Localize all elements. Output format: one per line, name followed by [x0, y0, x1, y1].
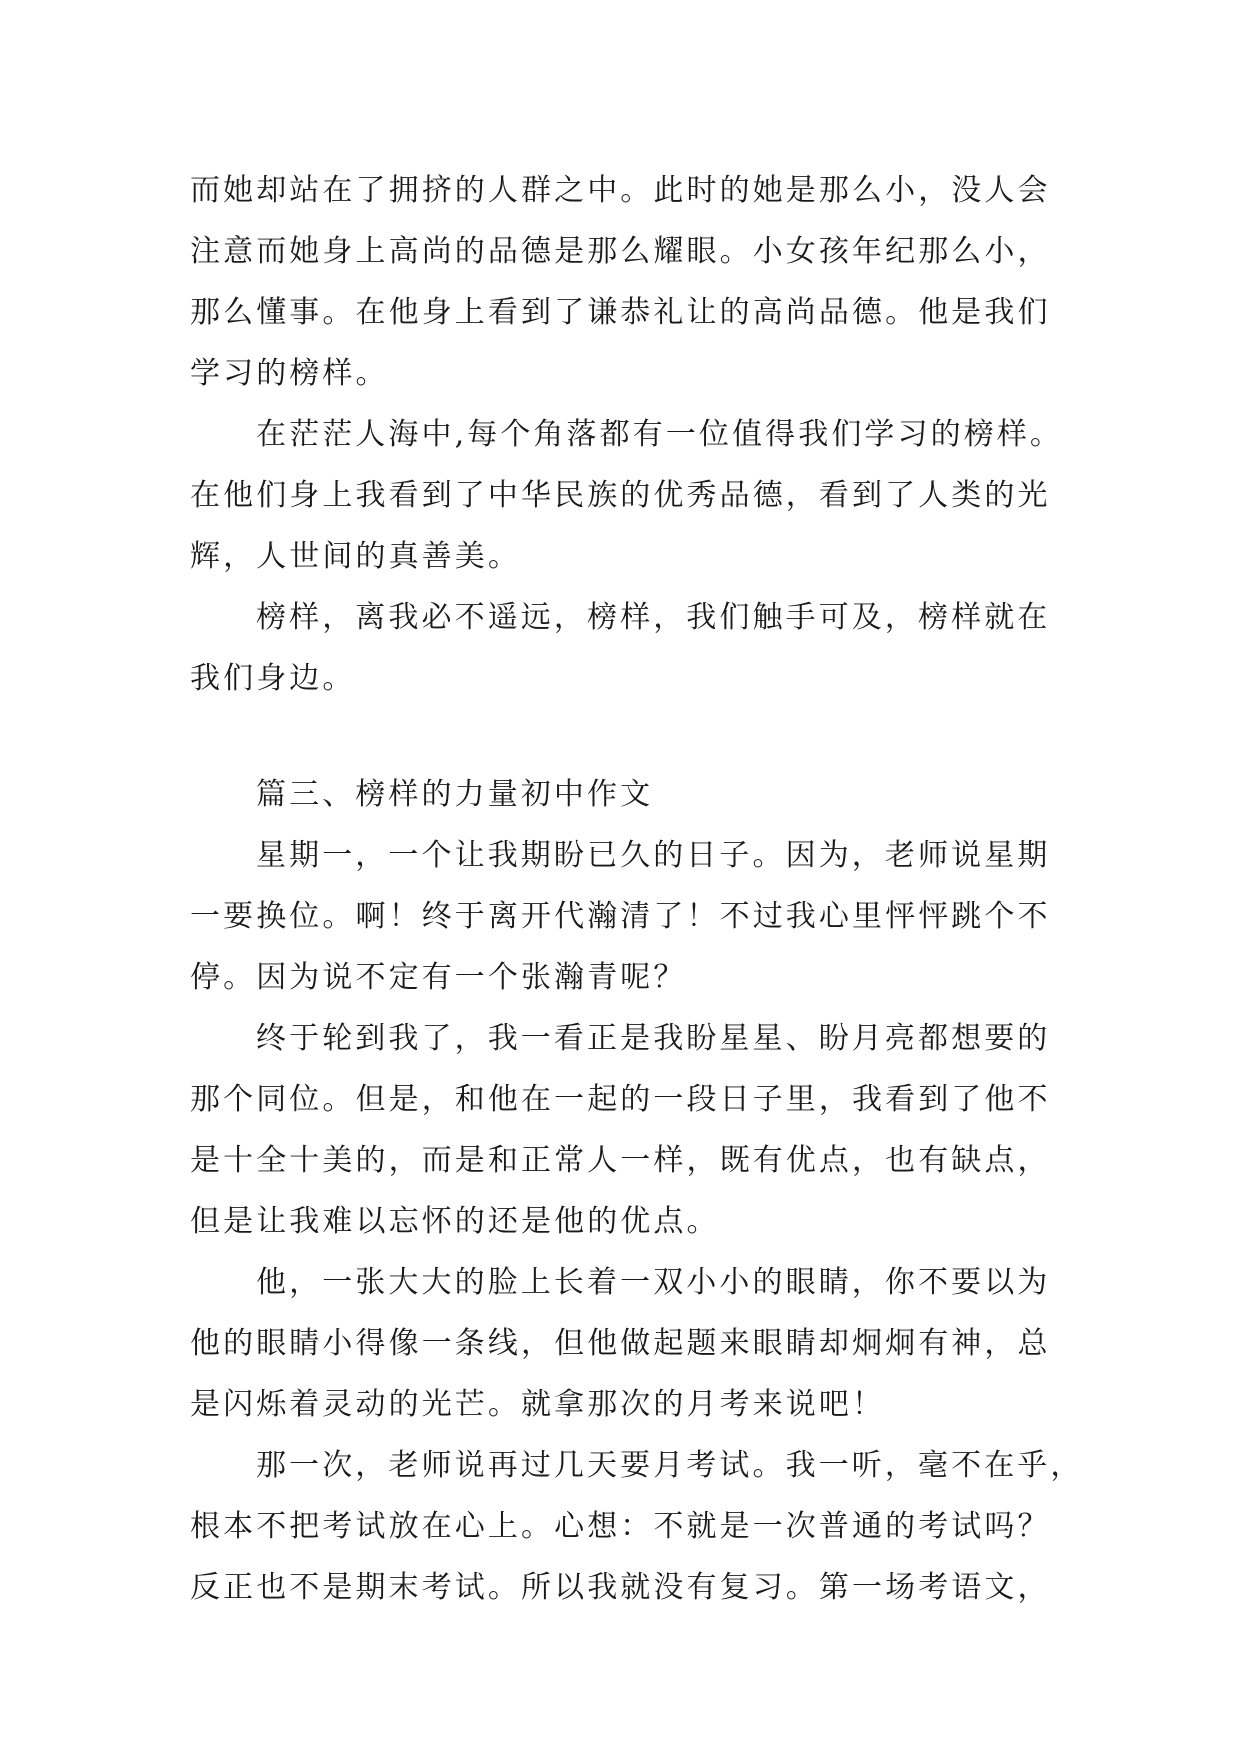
document-body	[190, 160, 1084, 1618]
text-line: 那么懂事。在他身上看到了谦恭礼让的高尚品德。他是我们	[190, 295, 1051, 330]
text-line: 星期一，一个让我期盼已久的日子。因为，老师说星期	[256, 838, 1051, 873]
section-gap	[190, 709, 1060, 764]
text-line: 注意而她身上高尚的品德是那么耀眼。小女孩年纪那么小，	[190, 234, 1051, 269]
text-line: 在他们身上我看到了中华民族的优秀品德，看到了人类的光	[190, 478, 1051, 513]
text-line: 他，一张大大的脸上长着一双小小的眼睛，你不要以为	[256, 1265, 1051, 1300]
text-line: 而她却站在了拥挤的人群之中。此时的她是那么小，没人会	[190, 173, 1051, 208]
text-line: 是闪烁着灵动的光芒。就拿那次的月考来说吧！	[190, 1387, 886, 1422]
text-line: 辉，人世间的真善美。	[190, 539, 521, 574]
text-line: 我们身边。	[190, 661, 356, 696]
text-line: 那一次，老师说再过几天要月考试。我一听，毫不在乎，	[256, 1448, 1084, 1483]
text-line: 榜样，离我必不遥远，榜样，我们触手可及，榜样就在	[256, 600, 1051, 635]
text-line: 反正也不是期末考试。所以我就没有复习。第一场考语文，	[190, 1570, 1051, 1605]
text-line: 他的眼睛小得像一条线，但他做起题来眼睛却炯炯有神，总	[190, 1326, 1051, 1361]
text-block-part2	[190, 825, 1084, 1618]
text-line: 根本不把考试放在心上。心想：不就是一次普通的考试吗？	[190, 1509, 1051, 1544]
section-title: 篇三、榜样的力量初中作文	[256, 777, 654, 812]
text-line: 那个同位。但是，和他在一起的一段日子里，我看到了他不	[190, 1082, 1051, 1117]
text-line: 终于轮到我了，我一看正是我盼星星、盼月亮都想要的	[256, 1021, 1051, 1056]
text-line: 停。因为说不定有一个张瀚青呢？	[190, 960, 687, 995]
text-line: 学习的榜样。	[190, 356, 389, 391]
text-line: 一要换位。啊！终于离开代瀚清了！不过我心里怦怦跳个不	[190, 899, 1051, 934]
text-line: 是十全十美的，而是和正常人一样，既有优点，也有缺点，	[190, 1143, 1051, 1178]
text-block-part1	[190, 160, 1064, 709]
text-line: 但是让我难以忘怀的还是他的优点。	[190, 1204, 720, 1239]
text-line: 在茫茫人海中,每个角落都有一位值得我们学习的榜样。	[256, 417, 1064, 452]
